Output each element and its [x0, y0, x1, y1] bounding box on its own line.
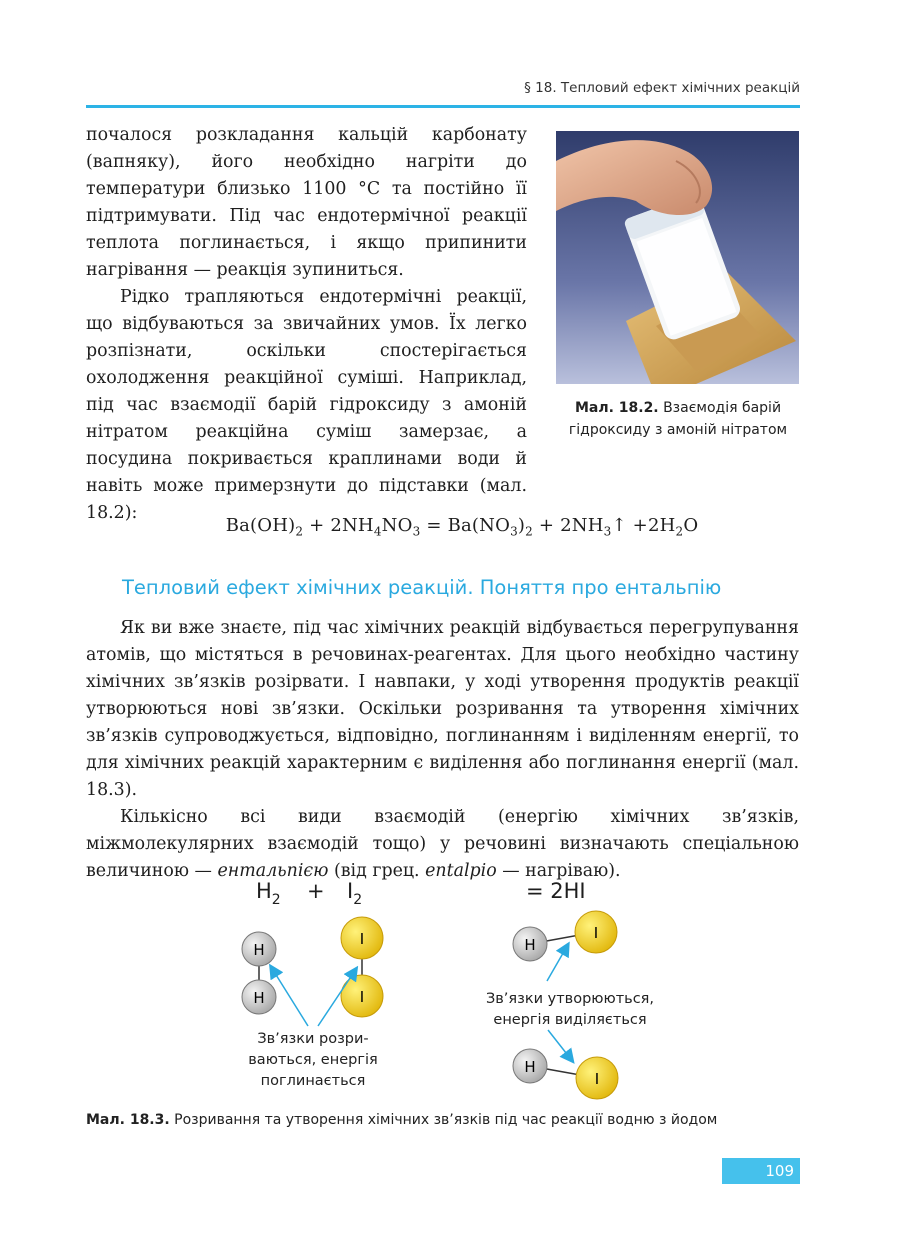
- column-text: [86, 122, 527, 527]
- term-enthalpy: ентальпією: [217, 861, 329, 881]
- equation-part: + 2NH: [303, 515, 374, 536]
- formula-h2: $H_2$: [256, 879, 281, 908]
- equation-part: NO: [381, 515, 413, 536]
- equation-subscript: 2: [675, 524, 684, 539]
- atom-label: I: [594, 1070, 600, 1088]
- form-note-line-2: енергія виділяється: [493, 1012, 647, 1028]
- photo-caption-label: Мал. 18.2.: [574, 400, 659, 416]
- column-paragraph-1: почалося розкладання кальцій карбонату (вапняку), його необхідно нагріти до температури близько 1100 °С та постійно її підтримувати. Під час ендотермічної реакції теплота поглинається, і якщо припинити нагрівання — реакція зупиниться.: [86, 125, 527, 280]
- form-note-line-1: Зв’язки утворюються,: [485, 991, 655, 1007]
- break-note-line-1: Зв’язки розри-: [257, 1031, 369, 1047]
- column-paragraph-2: Рідко трапляються ендотермічні реакції, що відбуваються за звичайних умов. Їх легко розпізнати, оскільки спостерігається охолодження реакційної суміші. Наприклад, під час взаємодії барій гідроксиду з амоній нітратом реакційна суміш замерзає, а посудина покривається краплинами води й навіть може примерзнути до підставки (мал. 18.2):: [86, 287, 527, 523]
- atom-label: I: [359, 930, 365, 948]
- figure-caption: [86, 1112, 799, 1128]
- formula-result: = 2HI: [526, 879, 586, 903]
- equation-subscript: 3: [603, 524, 612, 539]
- term-greek-origin: entalpio: [425, 861, 497, 881]
- figure-caption-label: Мал. 18.3.: [86, 1112, 170, 1128]
- plus-sign: +: [307, 879, 325, 903]
- body-text-fragment: (від грец.: [328, 861, 426, 881]
- header-rule: [86, 105, 800, 108]
- equation-part: ↑ +2H: [611, 515, 676, 536]
- running-header: § 18. Тепловий ефект хімічних реакцій: [524, 80, 800, 96]
- equation-part: = Ba(NO: [420, 515, 511, 536]
- equation-part: Ba(OH): [225, 515, 296, 536]
- equation-part: + 2NH: [532, 515, 604, 536]
- equation-subscript: 3: [412, 524, 421, 539]
- atom-label: H: [253, 941, 265, 959]
- atom-label: H: [253, 989, 265, 1007]
- chemical-equation: [0, 515, 924, 539]
- atom-label: H: [524, 936, 536, 954]
- equation-part: O: [683, 515, 699, 536]
- photo-caption-text: Взаємодія барій гідроксиду з амоній нітратом: [568, 400, 788, 438]
- h2-i2-diagram: [0, 868, 924, 1108]
- figure-caption-text: Розривання та утворення хімічних зв’язків під час реакції водню з йодом: [174, 1112, 718, 1128]
- body-paragraph-1: Як ви вже знаєте, під час хімічних реакцій відбувається перегрупування атомів, що містяться в речовинах-реагентах. Для цього необхідно частину хімічних зв’язків розірвати. І навпаки, у ході утворення продуктів реакції утворюються нові зв’язки. Оскільки розривання та утворення хімічних зв’язків супроводжується, відповідно, поглинанням і виділенням енергії, то для хімічних реакцій характерним є виділення або поглинання енергії (мал. 18.3).: [86, 618, 799, 800]
- reaction-figure: [0, 868, 924, 1108]
- atom-label: I: [359, 988, 365, 1006]
- equation-part: ): [517, 515, 526, 536]
- break-note-line-3: поглинається: [260, 1073, 366, 1089]
- section-heading: Тепловий ефект хімічних реакцій. Поняття про ентальпію: [122, 576, 722, 599]
- equation-subscript: 2: [525, 524, 533, 539]
- page-number: [722, 1158, 800, 1184]
- atom-label: H: [524, 1058, 536, 1076]
- equation-subscript: 2: [295, 524, 304, 539]
- body-text-fragment: — нагріваю).: [496, 861, 621, 881]
- break-note-line-2: ваються, енергія: [248, 1052, 378, 1068]
- page-number-text: 109: [765, 1162, 794, 1180]
- reaction-photo: [556, 131, 799, 384]
- beaker-photo-illustration: [556, 131, 799, 384]
- equation-subscript: 4: [373, 524, 382, 539]
- equation-subscript: 3: [510, 524, 518, 539]
- body-text: [86, 615, 799, 885]
- photo-caption: [548, 397, 808, 441]
- formula-i2: $I_2$: [347, 879, 363, 908]
- atom-label: I: [593, 924, 599, 942]
- body-text-fragment: Кількісно всі види взаємодій (енергію хімічних зв’язків, міжмолекулярних взаємодій тощо) у речовині визначають спеціальною величиною —: [86, 807, 799, 881]
